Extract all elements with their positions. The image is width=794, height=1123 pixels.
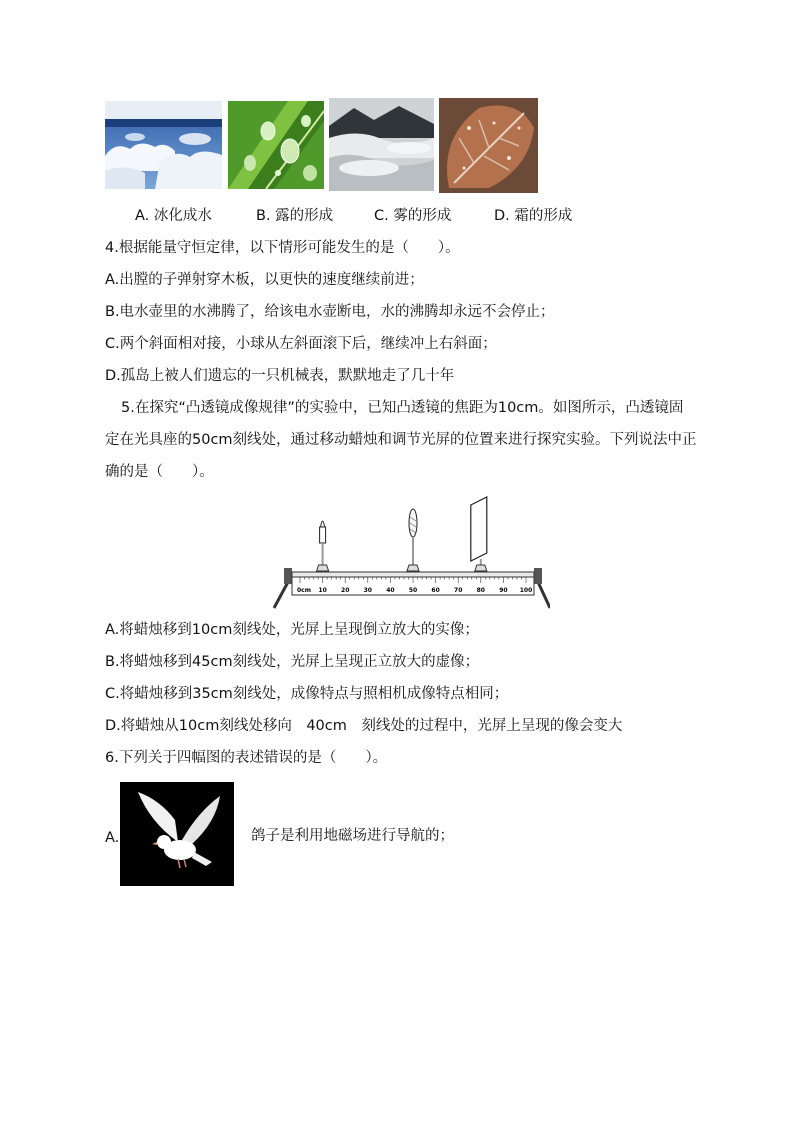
dove-photo	[120, 782, 234, 886]
candle-holder-rod	[322, 543, 324, 565]
right-leg	[538, 582, 550, 608]
q6-option-a-label: A.	[105, 830, 120, 846]
ice-melting-photo	[105, 101, 222, 189]
scale-label: 30	[363, 587, 372, 594]
q6-stem: 6.下列关于四幅图的表述错误的是（ ）。	[105, 750, 388, 766]
scale-label: 80	[476, 587, 485, 594]
screen-panel	[471, 497, 487, 561]
scale-label: 100	[519, 587, 533, 594]
left-end-block	[284, 568, 292, 584]
q5-option-d: D.将蜡烛从10cm刻线处移向 40cm 刻线处的过程中，光屏上呈现的像会变大	[105, 718, 623, 734]
optical-bench-diagram	[270, 490, 550, 610]
scale-label: 70	[454, 587, 463, 594]
q3-option-c: C. 雾的形成	[374, 208, 452, 224]
candle-holder-base	[317, 565, 329, 571]
q5-option-c: C.将蜡烛移到35cm刻线处，成像特点与照相机成像特点相同；	[105, 686, 509, 702]
fog-photo	[329, 98, 434, 191]
scale-label: 0cm	[297, 587, 311, 594]
q5-option-b: B.将蜡烛移到45cm刻线处，光屏上呈现正立放大的虚像；	[105, 654, 480, 670]
frost-leaf-photo	[439, 98, 538, 193]
scale-label: 90	[499, 587, 508, 594]
q3-option-d: D. 霜的形成	[494, 208, 573, 224]
convex-lens	[407, 509, 419, 571]
lens-holder-base	[407, 565, 419, 571]
scale-label: 50	[408, 587, 418, 594]
q4-stem: 4.根据能量守恒定律，以下情形可能发生的是（ ）。	[105, 240, 460, 256]
q3-option-a: A. 冰化成水	[135, 208, 212, 224]
q5-option-a: A.将蜡烛移到10cm刻线处，光屏上呈现倒立放大的实像；	[105, 622, 479, 638]
optical-bench-svg	[270, 490, 550, 610]
q5-stem-line-3: 确的是（ ）。	[105, 464, 214, 480]
q4-option-c: C.两个斜面相对接，小球从左斜面滚下后，继续冲上右斜面；	[105, 336, 497, 352]
scale-label: 20	[341, 587, 350, 594]
bench-rail	[292, 572, 534, 577]
dove-head	[157, 835, 171, 849]
scale-label: 40	[386, 587, 395, 594]
candle-flame	[321, 521, 325, 527]
light-screen	[471, 497, 487, 571]
q6-option-a-text: 鸽子是利用地磁场进行导航的；	[251, 828, 454, 844]
q3-option-b: B. 露的形成	[256, 208, 334, 224]
scale-label: 10	[318, 587, 327, 594]
q5-stem-line-1: 5.在探究“凸透镜成像规律”的实验中，已知凸透镜的焦距为10cm。如图所示，凸透镜固	[121, 400, 684, 416]
lens-holder-rod	[412, 537, 414, 565]
dew-drops-photo	[228, 101, 324, 189]
scale-label: 60	[431, 587, 440, 594]
candle	[317, 521, 329, 571]
q5-stem-line-2: 定在光具座的50cm刻线处，通过移动蜡烛和调节光屏的位置来进行探究实验。下列说法中正	[105, 432, 697, 448]
screen-holder-rod	[480, 559, 482, 565]
left-leg	[274, 582, 288, 608]
candle-body	[320, 527, 326, 543]
right-end-block	[534, 568, 542, 584]
screen-holder-base	[475, 565, 487, 571]
q4-option-d: D.孤岛上被人们遗忘的一只机械表，默默地走了几十年	[105, 368, 455, 384]
q4-option-b: B.电水壶里的水沸腾了，给该电水壶断电，水的沸腾却永远不会停止；	[105, 304, 555, 320]
q4-option-a: A.出膛的子弹射穿木板，以更快的速度继续前进；	[105, 272, 424, 288]
